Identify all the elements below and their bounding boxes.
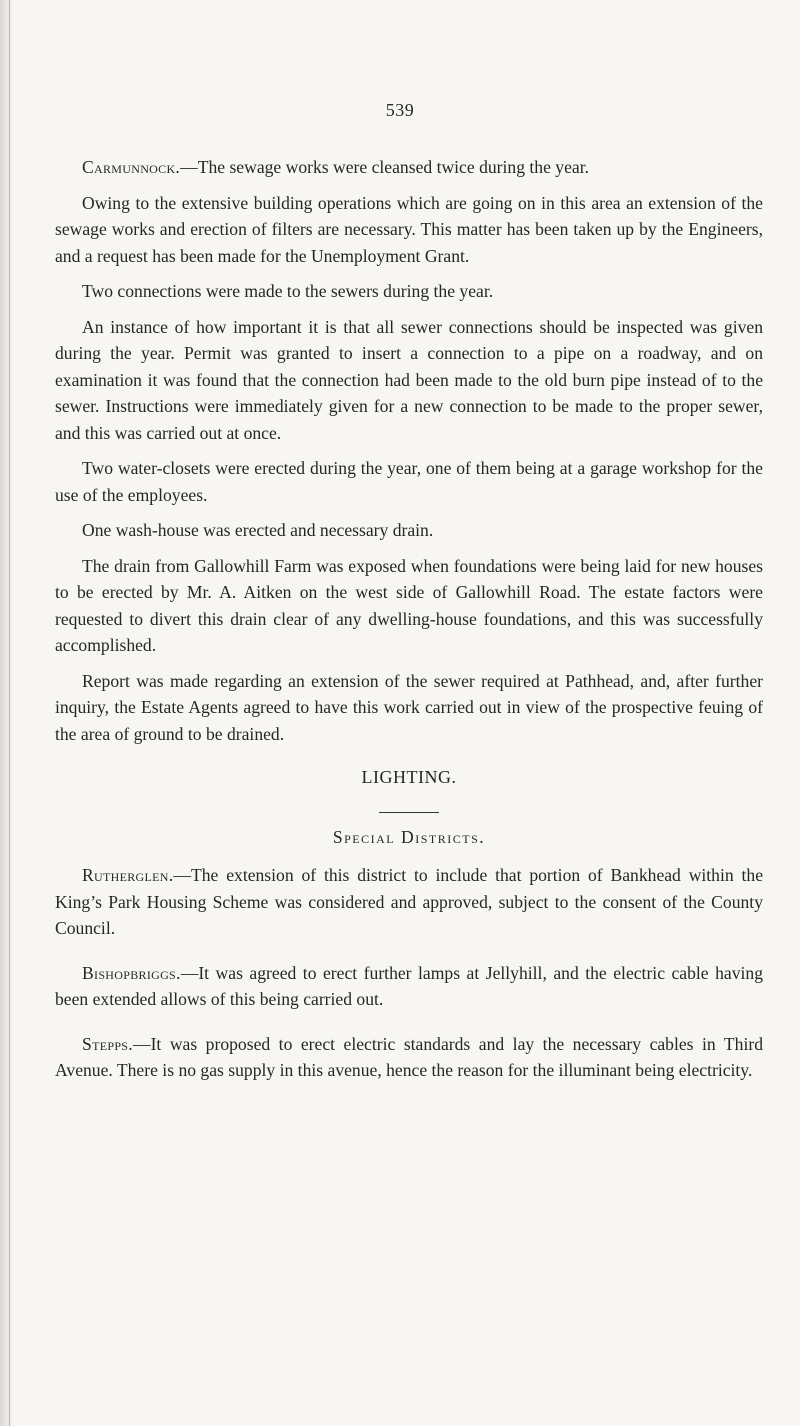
paragraph-lead: Stepps. — [82, 1033, 133, 1054]
page-binding-line — [9, 0, 10, 1426]
paragraph-text: —It was agreed to erect further lamps at Jellyhill, and the electric cable having been extended allows of this being carried out. — [55, 962, 763, 1009]
paragraph-carmunnock — [55, 154, 763, 181]
paragraph-connections: Two connections were made to the sewers during the year. — [82, 281, 494, 301]
paragraph-wash-house: One wash-house was erected and necessary drain. — [82, 520, 434, 540]
paragraph-lead: Rutherglen. — [82, 865, 174, 885]
paragraph-stepps — [55, 1031, 763, 1084]
paragraph-lead: Bishopbriggs. — [82, 962, 181, 983]
heading-divider — [379, 812, 439, 813]
page-number: 539 — [385, 100, 415, 120]
paragraph-lead: Carmunnock. — [82, 157, 181, 177]
subsection-heading-special-districts: Special Districts. — [332, 827, 486, 847]
paragraph-sewer-inspection: An instance of how important it is that all sewer connections should be inspected was given during the year. Permit was granted to insert a connection to a pipe on a roadway, and on examination it was found that the connection had been made to the old burn pipe instead of to the sewer. Instructions were immediately given for a new connection to be made to the proper sewer, and this was carried out at once. — [55, 316, 763, 443]
section-heading-lighting: LIGHTING. — [361, 767, 457, 787]
paragraph-pathhead: Report was made regarding an extension of the sewer required at Pathhead, and, after further inquiry, the Estate Agents agreed to have this work carried out in view of the prospective feuing of the area of ground to be drained. — [55, 670, 763, 744]
paragraph-text: —It was proposed to erect electric standards and lay the necessary cables in Third Avenue. There is no gas supply in this avenue, hence the reason for the illuminant being electricity. — [55, 1033, 763, 1080]
paragraph-text: —The sewage works were cleansed twice during the year. — [180, 157, 590, 177]
document-body — [55, 154, 763, 1093]
paragraph-gallowhill-drain: The drain from Gallowhill Farm was exposed when foundations were being laid for new houses to be erected by Mr. A. Aitken on the west side of Gallowhill Road. The estate factors were requested to divert this drain clear of any dwelling-house foundations, and this was successfully accomplished. — [55, 555, 763, 655]
paragraph-water-closets: Two water-closets were erected during the year, one of them being at a garage workshop for the use of the employees. — [55, 458, 763, 505]
paragraph-rutherglen — [55, 862, 763, 942]
page-binding-edge — [0, 0, 14, 1426]
paragraph-building-operations: Owing to the extensive building operations which are going on in this area an extension of the sewage works and erection of filters are necessary. This matter has been taken up by the Engineers, and a request has been made for the Unemployment Grant. — [55, 192, 763, 266]
paragraph-bishopbriggs — [55, 960, 763, 1013]
paragraph-text: —The extension of this district to include that portion of Bankhead within the King’s Park Housing Scheme was considered and approved, subject to the consent of the County Council. — [55, 865, 763, 938]
